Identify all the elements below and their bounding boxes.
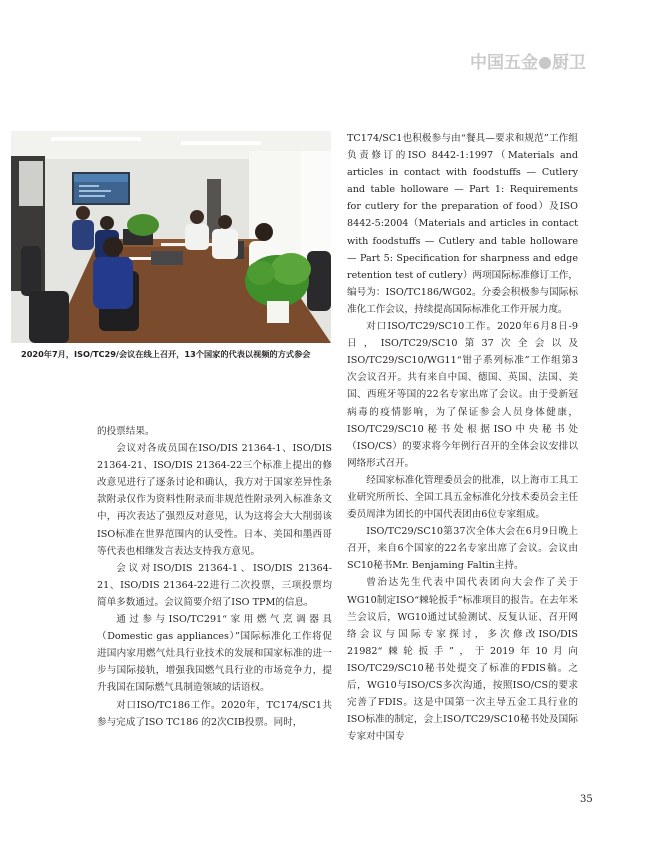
paragraph: 对口ISO/TC186工作。2020年，TC174/SC1共参与完成了ISO TC186 的2次CIB投票。同时， <box>97 699 332 728</box>
right-text-column <box>347 130 578 745</box>
left-text-column <box>97 423 332 731</box>
paragraph: 会议对各成员国在ISO/DIS 21364-1、ISO/DIS 21364-21、ISO/DIS 21364-22三个标准上提出的修改意见进行了逐条讨论和确认，我方对于国家差异性条款附录仅作为资料性附录而非规范性附录列入标准条文中，再次表达了强烈反对意见，认为这将会大大削弱该ISO标准在世界范围内的认受性。日本、美国和墨西哥等代表也相继发言表达支持我方意见。 <box>97 443 332 557</box>
paragraph: 对口ISO/TC29/SC10工作。2020年6月8日-9日，ISO/TC29/SC10第37次全会以及ISO/TC29/SC10/WG11“钳子系列标准”工作组第3次会议召开。共有来自中国、德国、英国、法国、美国、西班牙等国的22名专家出席了会议。由于受新冠病毒的疫情影响，为了保证参会人员身体健康，ISO/TC29/SC10秘书处根据ISO中央秘书处（ISO/CS）的要求将今年例行召开的全体会议安排以网络形式召开。 <box>347 321 578 469</box>
paragraph: 的投票结果。 <box>97 426 155 437</box>
page-number: 35 <box>580 794 593 805</box>
photo-caption: 2020年7月，ISO/TC29/会议在线上召开，13个国家的代表以视频的方式参会 <box>21 349 311 359</box>
meeting-scene-illustration <box>11 131 331 343</box>
paragraph: 经国家标准化管理委员会的批准，以上海市工具工业研究所所长、全国工具五金标准化分技术委员会主任委员周津为团长的中国代表团由6位专家组成。 <box>347 474 578 521</box>
paragraph: 通过参与ISO/TC291“家用燃气烹调器具（Domestic gas appliances）”国际标准化工作将促进国内家用燃气灶具行业技术的发展和国家标准的进一步与国际接轨，增强我国燃气具行业的市场竞争力，提升我国在国际燃气具制造领域的话语权。 <box>97 614 332 694</box>
paragraph: 会议对ISO/DIS 21364-1、ISO/DIS 21364-21、ISO/DIS 21364-22进行二次投票，三项投票均简单多数通过。会议简要介绍了ISO TPM的信息。 <box>97 562 332 608</box>
magazine-logo <box>470 48 586 73</box>
logo-text-main: 中国五金 <box>470 53 538 73</box>
paragraph: 曾治达先生代表中国代表团向大会作了关于WG10制定ISO“棘轮扳手”标准项目的报告。在去年米兰会议后，WG10通过试验测试、反复认证、召开网络会议与国际专家探讨，多次修改ISO/DIS 21982“棘轮扳手”，于2019年10月向ISO/TC29/SC10秘书处提交了标准的FDIS稿。之后，WG10与ISO/CS多次沟通，按照ISO/CS的要求完善了FDIS。这是中国第一次主导五金工具行业的ISO标准的制定，会上ISO/TC29/SC10秘书处及国际专家对中国专 <box>347 577 578 743</box>
logo-dot-icon <box>539 57 551 69</box>
paragraph: ISO/TC29/SC10第37次全体大会在6月9日晚上召开，来自6个国家的22名专家出席了会议。会议由SC10秘书Mr. Benjaming Faltin主持。 <box>347 526 578 572</box>
paragraph: TC174/SC1也积极参与由“餐具—要求和规范”工作组负责修订的ISO 8442-1:1997（Materials and articles in contact with foodstuffs — Cutlery and table holloware — Part 1: Requirements for cutlery for the preparation of food）及ISO 8442-5:2004（Materials and articles in contact with foodstuffs — Cutlery and table holloware — Part 5: Specification for sharpness and edge retention test of cutlery）两项国际标准修订工作，编号为：ISO/TC186/WG02。分委会积极参与国际标准化工作会议，持续提高国际标准化工作开展力度。 <box>347 133 578 315</box>
logo-text-sub: 厨卫 <box>552 53 586 73</box>
meeting-photo <box>11 131 331 343</box>
